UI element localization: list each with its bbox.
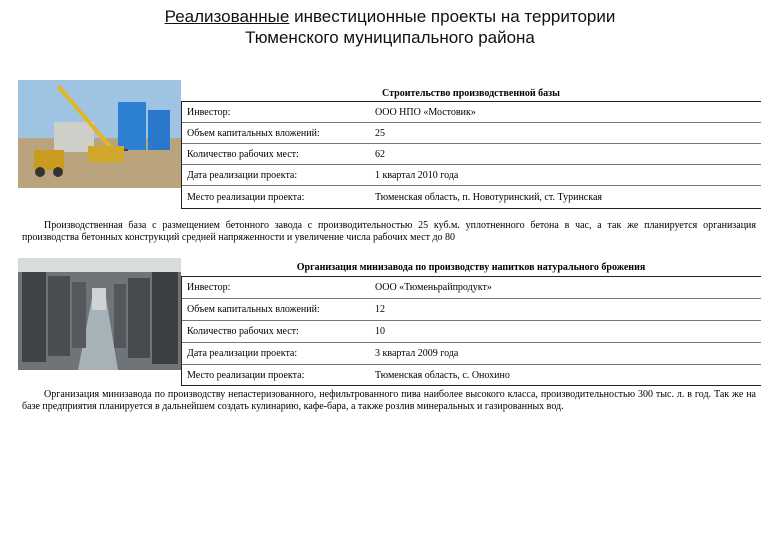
title-line2: Тюменского муниципального района [245, 28, 535, 47]
project-2-heading: Организация минизавода по производству напитков натурального брожения [296, 262, 646, 273]
row-value: ООО НПО «Мостовик» [375, 106, 476, 118]
row-value: 12 [375, 304, 385, 315]
row-value: 10 [375, 326, 385, 337]
table-row [182, 343, 761, 365]
row-value: 3 квартал 2009 года [375, 348, 459, 359]
brewery-interior-photo [18, 258, 181, 370]
title-line1-rest: инвестиционные проекты на территории [289, 7, 616, 26]
table-row [182, 277, 761, 299]
project-1-description: Производственная база с размещением бетонного завода с производительностью 25 куб.м. уплотненного бетона в час, а так же планируется организация производства бетонных конструкций средней напряженности и увеличение числа рабочих мест до 80 [22, 220, 756, 243]
row-label: Объем капитальных вложений: [187, 127, 320, 139]
project-1-table [181, 101, 761, 209]
row-label: Количество рабочих мест: [187, 326, 299, 337]
project-2-table [181, 276, 761, 386]
table-row [182, 165, 761, 186]
table-row [182, 144, 761, 165]
row-label: Инвестор: [187, 282, 231, 293]
row-value: Тюменская область, с. Онохино [375, 369, 510, 381]
row-value: 62 [375, 148, 385, 160]
row-label: Дата реализации проекта: [187, 348, 298, 359]
row-label: Инвестор: [187, 106, 231, 118]
row-value: 1 квартал 2010 года [375, 169, 459, 181]
row-label: Дата реализации проекта: [187, 169, 298, 181]
row-label: Количество рабочих мест: [187, 148, 299, 160]
row-label: Место реализации проекта: [187, 369, 305, 381]
page-title [0, 6, 780, 48]
project-2-description: Организация минизавода по производству непастеризованного, нефильтрованного пива наиболее высокого класса, производительностью 300 тыс. л. в год. Так же на базе предприятия планируется в дальнейшем создать кулинарию, кафе-бара, а также розлив минеральных и газированных вод. [22, 389, 756, 412]
table-row [182, 186, 761, 208]
row-value: Тюменская область, п. Новотуринский, ст. Туринская [375, 191, 602, 203]
row-value: ООО «Тюменьрайпродукт» [375, 282, 492, 293]
title-underlined-word[interactable]: Реализованные [164, 7, 290, 26]
project-1-heading: Строительство производственной базы [382, 88, 560, 99]
table-row [182, 123, 761, 144]
table-row [182, 321, 761, 343]
table-row [182, 299, 761, 321]
table-row [182, 365, 761, 385]
row-label: Объем капитальных вложений: [187, 304, 320, 315]
table-row [182, 102, 761, 123]
row-value: 25 [375, 127, 385, 139]
row-label: Место реализации проекта: [187, 191, 305, 203]
construction-site-photo [18, 80, 181, 188]
